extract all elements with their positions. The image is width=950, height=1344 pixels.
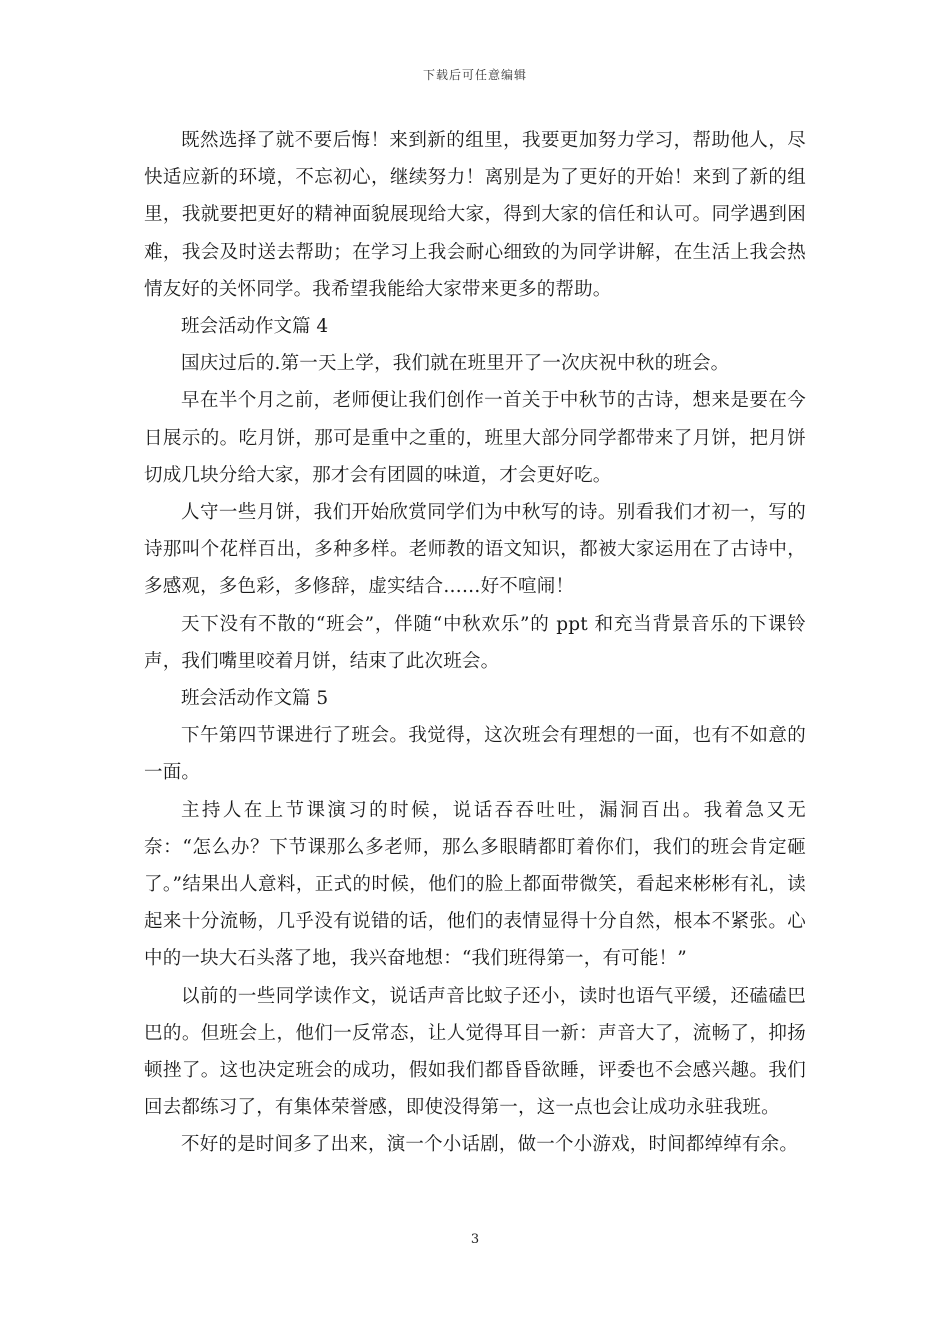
document-body: [144, 122, 806, 1164]
section-heading: 班会活动作文篇 5: [181, 688, 329, 710]
paragraph: 既然选择了就不要后悔！来到新的组里，我要更加努力学习，帮助他人，尽快适应新的环境，不忘初心，继续努力！离别是为了更好的开始！来到了新的组里，我就要把更好的精神面貌展现给大家，得到大家的信任和认可。同学遇到困难，我会及时送去帮助；在学习上我会耐心细致的为同学讲解，在生活上我会热情友好的关怀同学。我希望我能给大家带来更多的帮助。: [144, 130, 806, 300]
paragraph: 以前的一些同学读作文，说话声音比蚊子还小，读时也语气平缓，还磕磕巴巴的。但班会上，他们一反常态，让人觉得耳目一新：声音大了，流畅了，抑扬顿挫了。这也决定班会的成功，假如我们都昏昏欲睡，评委也不会感兴趣。我们回去都练习了，有集体荣誉感，即使没得第一，这一点也会让成功永驻我班。: [144, 985, 806, 1119]
paragraph: 国庆过后的.第一天上学，我们就在班里开了一次庆祝中秋的班会。: [181, 353, 730, 375]
paragraph: 天下没有不散的“班会”，伴随“中秋欢乐”的 ppt 和充当背景音乐的下课铃声，我们嘴里咬着月饼，结束了此次班会。: [144, 613, 806, 672]
page-number: 3: [470, 1232, 480, 1247]
paragraph: 主持人在上节课演习的时候，说话吞吞吐吐，漏洞百出。我着急又无奈：“怎么办？下节课那么多老师，那么多眼睛都盯着你们，我们的班会肯定砸了。”结果出人意料，正式的时候，他们的脸上都面带微笑，看起来彬彬有礼，读起来十分流畅，几乎没有说错的话，他们的表情显得十分自然，根本不紧张。心中的一块大石头落了地，我兴奋地想：“我们班得第一，有可能！”: [144, 799, 806, 970]
paragraph: 不好的是时间多了出来，演一个小话剧，做一个小游戏，时间都绰绰有余。: [181, 1134, 799, 1156]
page-header: 下载后可任意编辑: [422, 68, 527, 82]
paragraph: 早在半个月之前，老师便让我们创作一首关于中秋节的古诗，想来是要在今日展示的。吃月饼，那可是重中之重的，班里大部分同学都带来了月饼，把月饼切成几块分给大家，那才会有团圆的味道，才会更好吃。: [144, 390, 806, 486]
paragraph: 下午第四节课进行了班会。我觉得，这次班会有理想的一面，也有不如意的一面。: [144, 725, 806, 784]
section-heading: 班会活动作文篇 4: [181, 316, 329, 338]
paragraph: 人守一些月饼，我们开始欣赏同学们为中秋写的诗。别看我们才初一，写的诗那叫个花样百出，多种多样。老师教的语文知识，都被大家运用在了古诗中，多感观，多色彩，多修辞，虚实结合……好不喧闹！: [144, 502, 806, 598]
